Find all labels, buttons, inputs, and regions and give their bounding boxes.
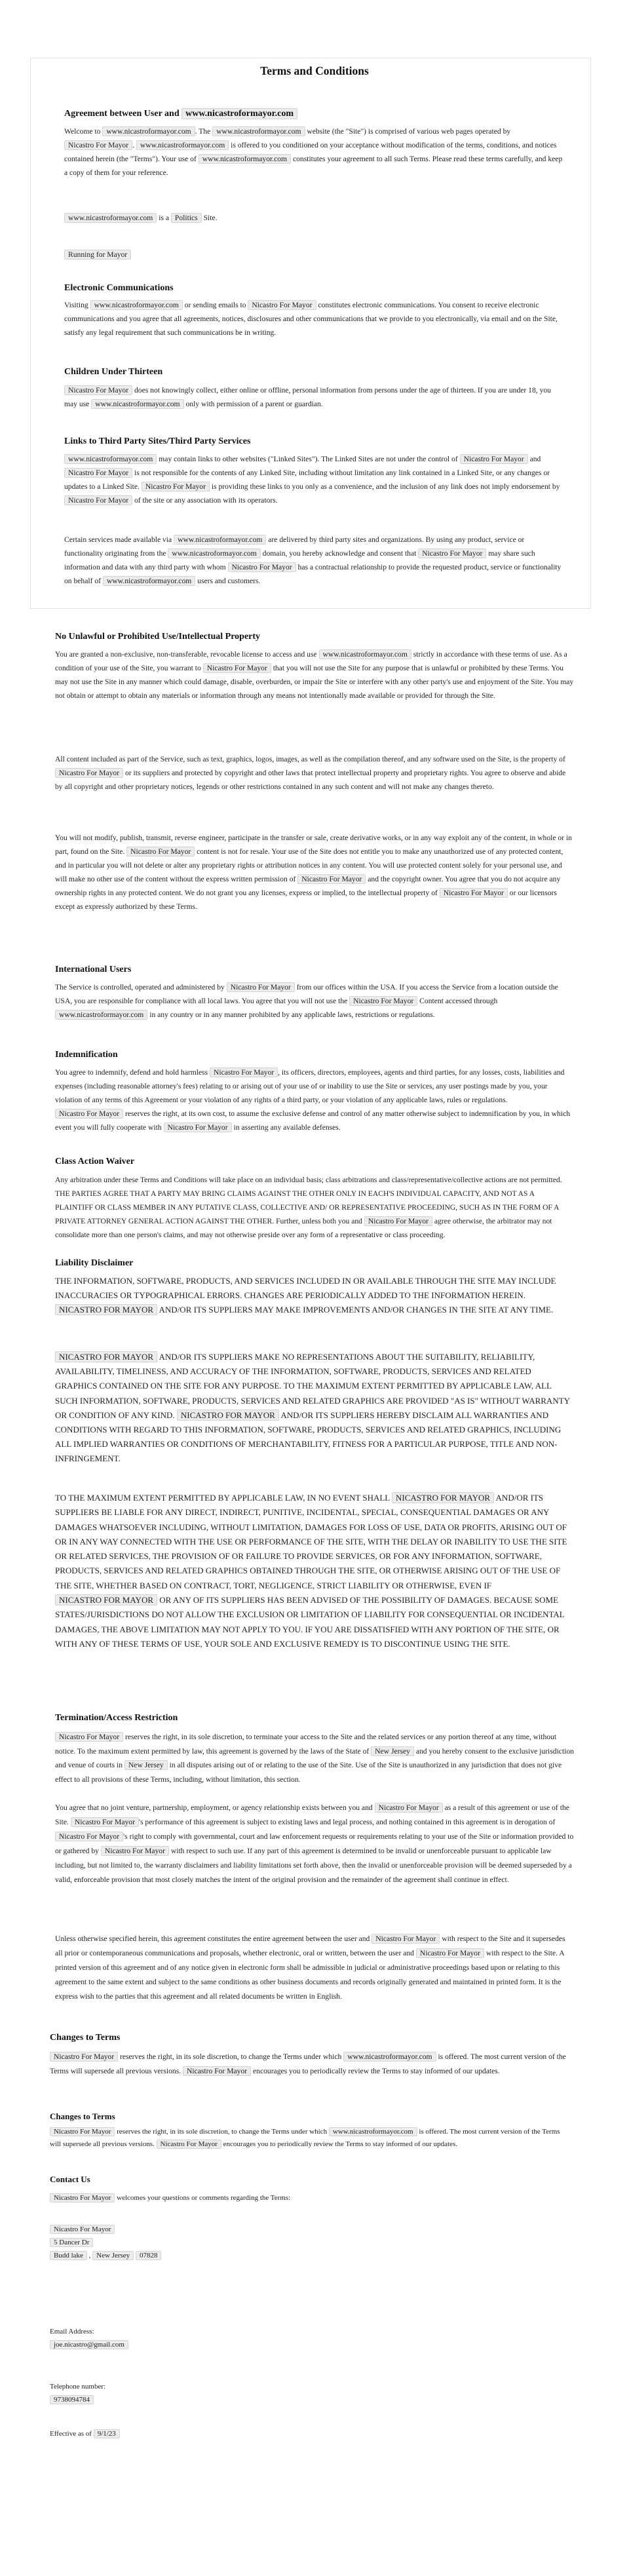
electronic-paragraph: Visiting www.nicastroformayor.com or sending emails to Nicastro For Mayor constitutes electronic communications. You consent to receive electronic communications and you agree that all agreements, notices, disclosures and other communications that we provide to you electronically, via email and on the Site, satisfy any legal requirement that such communications be in writing. (64, 301, 558, 337)
children-heading: Children Under Thirteen (64, 367, 163, 377)
class-action-heading: Class Action Waiver (55, 1157, 135, 1166)
electronic-heading: Electronic Communications (64, 283, 174, 293)
termination-paragraph-1: Nicastro For Mayor reserves the right, in its sole discretion, to terminate your access to the Site and the related services or any portion thereof at any time, without notice. To the maximum extent permitted by law, this agreement is governed by the laws of the State of New Jersey and you hereby consent to the exclusive jurisdiction and venue of courts in New Jersey in all disputes arising out of or relating to the use of the Site. Use of the Site is unauthorized in any jurisdiction that does not give effect to all provisions of these Terms, including, without limitation, this section. (55, 1733, 574, 1784)
liability-paragraph-2: NICASTRO FOR MAYOR AND/OR ITS SUPPLIERS MAKE NO REPRESENTATIONS ABOUT THE SUITABILITY, RELIABILITY, AVAILABILITY, TIMELINESS, AND ACCURACY OF THE INFORMATION, SOFTWARE, PRODUCTS, SERVICES AND RELATED GRAPHICS CONTAINED ON THE SITE FOR ANY PURPOSE. TO THE MAXIMUM EXTENT PERMITTED BY APPLICABLE LAW, ALL SUCH INFORMATION, SOFTWARE, PRODUCTS, SERVICES AND RELATED GRAPHICS ARE PROVIDED "AS IS" WITHOUT WARRANTY OR CONDITION OF ANY KIND. NICASTRO FOR MAYOR AND/OR ITS SUPPLIERS HEREBY DISCLAIM ALL WARRANTIES AND CONDITIONS WITH REGARD TO THIS INFORMATION, SOFTWARE, PRODUCTS, SERVICES AND RELATED GRAPHICS, INCLUDING ALL IMPLIED WARRANTIES OR CONDITIONS OF MERCHANTABILITY, FITNESS FOR A PARTICULAR PURPOSE, TITLE AND NON-INFRINGEMENT. (55, 1352, 570, 1464)
contact-phone-block (50, 2380, 105, 2406)
changes-heading: Changes to Terms (50, 2033, 121, 2043)
links-heading: Links to Third Party Sites/Third Party Services (64, 436, 251, 446)
page-title: Terms and Conditions (260, 64, 369, 77)
links-paragraph-2: Certain services made available via www.nicastroformayor.com are delivered by third party sites and organizations. By using any product, service or functionality originating from the www.nicastroformayor.com domain, you hereby acknowledge and consent that Nicastro For Mayor may share such information and data with any third party with whom Nicastro For Mayor has a contractual relationship to provide the requested product, service or functionality on behalf of www.nicastroformayor.com users and customers. (64, 535, 562, 585)
contact-email-block (50, 2325, 128, 2351)
agreement-paragraph: Welcome to www.nicastroformayor.com . The www.nicastroformayor.com website (the "Site") is comprised of various web pages operated by Nicastro For Mayor . www.nicastroformayor.com is offered to you conditioned on your acceptance without modification of the terms, conditions, and notices contained herein (the "Terms"). Your use of www.nicastroformayor.com constitutes your agreement to all such Terms. Please read these terms carefully, and keep a copy of them for your reference. (64, 127, 563, 177)
termination-paragraph-3: Unless otherwise specified herein, this agreement constitutes the entire agreement between the user and Nicastro For Mayor with respect to the Site and it supersedes all prior or contemporaneous communications and proposals, whether electronic, oral or written, between the user and Nicastro For Mayor with respect to the Site. A printed version of this agreement and of any notice given in electronic form shall be admissible in judicial or administrative proceedings based upon or relating to this agreement to the same extent and subject to the same conditions as other business documents and records originally generated and maintained in printed form. It is the express wish to the parties that this agreement and all related documents be written in English. (55, 1934, 565, 2001)
email-label: Email Address: (50, 2328, 94, 2336)
class-action-paragraph: Any arbitration under these Terms and Conditions will take place on an individual basis; class arbitrations and class/representative/collective actions are not permitted. THE PARTIES AGREE THAT A PARTY MAY BRING CLAIMS AGAINST THE OTHER ONLY IN EACH'S INDIVIDUAL CAPACITY, AND NOT AS A PLAINTIFF OR CLASS MEMBER IN ANY PUTATIVE CLASS, COLLECTIVE AND/ OR REPRESENTATIVE PROCEEDING, SUCH AS IN THE FORM OF A PRIVATE ATTORNEY GENERAL ACTION AGAINST THE OTHER. Further, unless both you and Nicastro For Mayor agree otherwise, the arbitrator may not consolidate more than one person's claims, and may not otherwise preside over any form of a representative or class proceeding. (55, 1176, 562, 1239)
intl-heading: International Users (55, 965, 132, 974)
changes-paragraph-repeat: Nicastro For Mayor reserves the right, in its sole discretion, to change the Terms under which www.nicastroformayor.com is offered. The most current version of the Terms will supersede all previous versions. Nicastro For Mayor encourages you to periodically review the Terms to stay informed of our updates. (50, 2128, 560, 2148)
effective-date: Effective as of 9/1/23 (50, 2427, 120, 2440)
liability-paragraph-1: THE INFORMATION, SOFTWARE, PRODUCTS, AND SERVICES INCLUDED IN OR AVAILABLE THROUGH THE SITE MAY INCLUDE INACCURACIES OR TYPOGRAPHICAL ERRORS. CHANGES ARE PERIODICALLY ADDED TO THE INFORMATION HEREIN. NICASTRO FOR MAYOR AND/OR ITS SUPPLIERS MAY MAKE IMPROVEMENTS AND/OR CHANGES IN THE SITE AT ANY TIME. (55, 1276, 556, 1315)
indemnification-heading: Indemnification (55, 1050, 118, 1060)
contact-heading: Contact Us (50, 2174, 90, 2184)
changes-heading-repeat: Changes to Terms (50, 2111, 115, 2121)
ip-paragraph-1: You are granted a non-exclusive, non-transferable, revocable license to access and use www.nicastroformayor.com strictly in accordance with these terms of use. As a condition of your use of the Site, you warrant to Nicastro For Mayor that you will not use the Site for any purpose that is unlawful or prohibited by these Terms. You may not use the Site in any manner which could damage, disable, overburden, or impair the Site or interfere with any other party's use and enjoyment of the Site. You may not obtain or attempt to obtain any materials or information through any means not intentionally made available or provided for through the Site. (55, 650, 574, 700)
liability-heading: Liability Disclaimer (55, 1258, 134, 1268)
links-paragraph-1: www.nicastroformayor.com may contain links to other websites ("Linked Sites"). The Linked Sites are not under the control of Nicastro For Mayor and Nicastro For Mayor is not responsible for the contents of any Linked Site, including without limitation any link contained in a Linked Site, or any changes or updates to a Linked Site. Nicastro For Mayor is providing these links to you only as a convenience, and the inclusion of any link does not imply endorsement by Nicastro For Mayor of the site or any association with its operators. (64, 455, 560, 505)
ip-heading: No Unlawful or Prohibited Use/Intellectual Property (55, 632, 261, 642)
phone-label: Telephone number: (50, 2383, 106, 2391)
termination-heading: Termination/Access Restriction (55, 1713, 178, 1723)
site-type-line: www.nicastroformayor.com is a Politics Site. (64, 211, 565, 225)
agreement-heading: Agreement between User and www.nicastroformayor.com (64, 107, 565, 121)
children-paragraph: Nicastro For Mayor does not knowingly collect, either online or offline, personal information from persons under the age of thirteen. If you are under 18, you may use www.nicastroformayor.com only with permission of a parent or guardian. (64, 386, 551, 408)
ip-paragraph-3: You will not modify, publish, transmit, reverse engineer, participate in the transfer or sale, create derivative works, or in any way exploit any of the content, in whole or in part, found on the Site. Nicastro For Mayor content is not for resale. Your use of the Site does not entitle you to make any unauthorized use of any protected content, and in particular you will not delete or alter any proprietary rights or attribution notices in any content. You will use protected content solely for your personal use, and will make no other use of the content without the express written permission of Nicastro For Mayor and the copyright owner. You agree that you do not acquire any ownership rights in any protected content. We do not grant you any licenses, express or implied, to the intellectual property of Nicastro For Mayor or our licensors except as expressly authorized by these Terms. (55, 834, 572, 911)
ip-paragraph-2: All content included as part of the Service, such as text, graphics, logos, images, as well as the compilation thereof, and any software used on the Site, is the property of Nicastro For Mayor or its suppliers and protected by copyright and other laws that protect intellectual property and proprietary rights. You agree to observe and abide by all copyright and other proprietary notices, legends or other restrictions contained in any such content and will not make any changes thereto. (55, 755, 566, 791)
liability-paragraph-3: TO THE MAXIMUM EXTENT PERMITTED BY APPLICABLE LAW, IN NO EVENT SHALL NICASTRO FOR MAYOR AND/OR ITS SUPPLIERS BE LIABLE FOR ANY DIRECT, INDIRECT, PUNITIVE, INCIDENTAL, SPECIAL, CONSEQUENTIAL DAMAGES OR ANY DAMAGES WHATSOEVER INCLUDING, WITHOUT LIMITATION, DAMAGES FOR LOSS OF USE, DATA OR PROFITS, ARISING OUT OF OR IN ANY WAY CONNECTED WITH THE USE OR PERFORMANCE OF THE SITE, WITH THE DELAY OR INABILITY TO USE THE SITE OR RELATED SERVICES, THE PROVISION OF OR FAILURE TO PROVIDE SERVICES, OR FOR ANY INFORMATION, SOFTWARE, PRODUCTS, SERVICES AND RELATED GRAPHICS OBTAINED THROUGH THE SITE, OR OTHERWISE ARISING OUT OF THE USE OF THE SITE, WHETHER BASED ON CONTRACT, TORT, NEGLIGENCE, STRICT LIABILITY OR OTHERWISE, EVEN IF NICASTRO FOR MAYOR OR ANY OF ITS SUPPLIERS HAS BEEN ADVISED OF THE POSSIBILITY OF DAMAGES. BECAUSE SOME STATES/JURISDICTIONS DO NOT ALLOW THE EXCLUSION OR LIMITATION OF LIABILITY FOR CONSEQUENTIAL OR INCIDENTAL DAMAGES, THE ABOVE LIMITATION MAY NOT APPLY TO YOU. IF YOU ARE DISSATISFIED WITH ANY PORTION OF THE SITE, OR WITH ANY OF THESE TERMS OF USE, YOUR SOLE AND EXCLUSIVE REMEDY IS TO DISCONTINUE USING THE SITE. (55, 1493, 567, 1649)
contact-address: Nicastro For Mayor 5 Dancer Dr Budd lake , New Jersey 07828 (50, 2223, 161, 2262)
indemnification-paragraph: You agree to indemnify, defend and hold harmless Nicastro For Mayor , its officers, directors, employees, agents and third parties, for any losses, costs, liabilities and expenses (including reasonable attorney's fees) relating to or arising out of your use of or inability to use the Site or services, any user postings made by you, your violation of any terms of this Agreement or your violation of any rights of a third party, or your violation of any applicable laws, rules or regulations. Nicastro For Mayor reserves the right, at its own cost, to assume the exclusive defense and control of any matter otherwise subject to indemnification by you, in which event you will fully cooperate with Nicastro For Mayor in asserting any available defenses. (55, 1068, 571, 1132)
phone-value[interactable]: 9738094784 (50, 2395, 94, 2404)
changes-paragraph: Nicastro For Mayor reserves the right, in its sole discretion, to change the Terms under which www.nicastroformayor.com is offered. The most current version of the Terms will supersede all previous versions. Nicastro For Mayor encourages you to periodically review the Terms to stay informed of our updates. (50, 2052, 566, 2075)
running-line: Running for Mayor (64, 248, 565, 261)
intl-paragraph: The Service is controlled, operated and administered by Nicastro For Mayor from our offices within the USA. If you access the Service from a location outside the USA, you are responsible for compliance with all local laws. You agree that you will not use the Nicastro For Mayor Content accessed through www.nicastroformayor.com in any country or in any manner prohibited by any applicable laws, restrictions or regulations. (55, 983, 558, 1019)
email-value[interactable]: joe.nicastro@gmail.com (50, 2340, 128, 2349)
contact-intro: Nicastro For Mayor welcomes your questions or comments regarding the Terms: (50, 2191, 290, 2205)
termination-paragraph-2: You agree that no joint venture, partnership, employment, or agency relationship exists between you and Nicastro For Mayor as a result of this agreement or use of the Site. Nicastro For Mayor 's performance of this agreement is subject to existing laws and legal process, and nothing contained in this agreement is in derogation of Nicastro For Mayor 's right to comply with governmental, court and law enforcement requests or requirements relating to your use of the Site or information provided to or gathered by Nicastro For Mayor with respect to such use. If any part of this agreement is determined to be invalid or unenforceable pursuant to applicable law including, but not limited to, the warranty disclaimers and liability limitations set forth above, then the invalid or unenforceable provision will be deemed superseded by a valid, enforceable provision that most closely matches the intent of the original provision and the remainder of the agreement shall continue in effect. (55, 1803, 574, 1884)
